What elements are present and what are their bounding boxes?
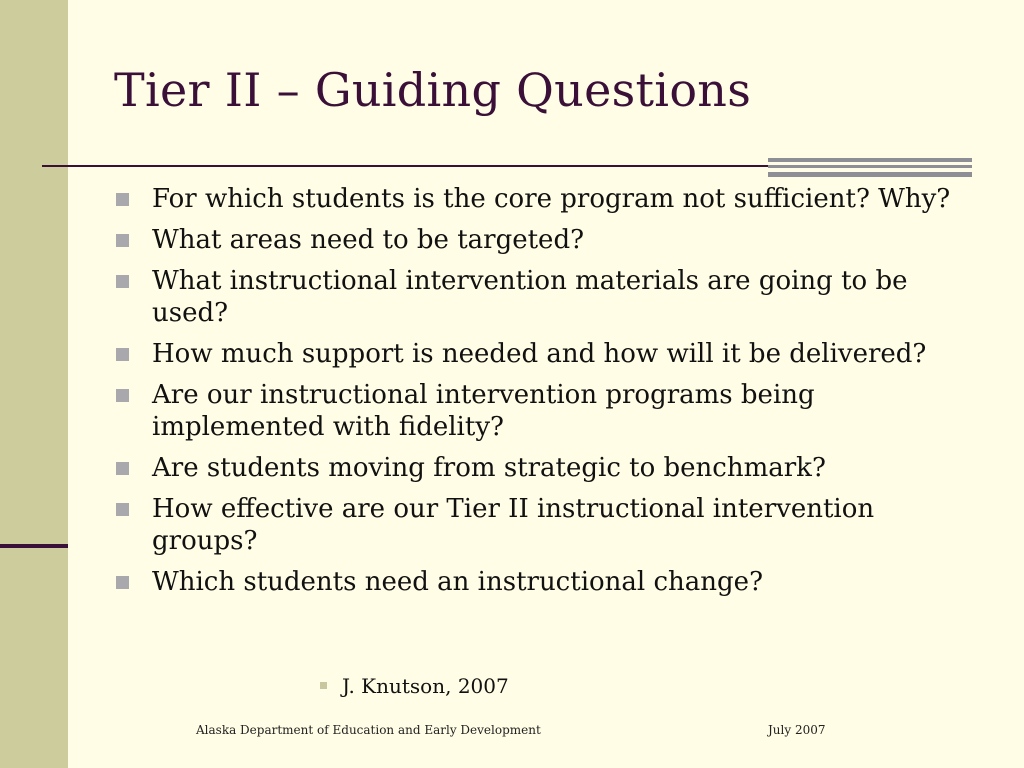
bullet-item bbox=[114, 452, 964, 484]
bullet-text: How effective are our Tier II instructional intervention groups? bbox=[152, 494, 875, 556]
bullet-text: Are our instructional intervention programs being implemented with fidelity? bbox=[152, 380, 815, 442]
bullet-text: For which students is the core program not sufficient? Why? bbox=[152, 184, 951, 214]
slide-title: Tier II – Guiding Questions bbox=[114, 63, 752, 117]
bullet-item bbox=[114, 379, 964, 443]
bullet-item bbox=[114, 265, 964, 329]
square-bullet-icon bbox=[116, 389, 129, 402]
bullet-item bbox=[114, 183, 964, 215]
bullet-item bbox=[114, 224, 964, 256]
citation-text: J. Knutson, 2007 bbox=[342, 674, 509, 698]
title-rule-accent bbox=[768, 158, 972, 178]
bullet-text: What areas need to be targeted? bbox=[152, 225, 585, 255]
bullet-item bbox=[114, 566, 964, 598]
footer-date: July 2007 bbox=[768, 723, 826, 737]
bullet-list bbox=[114, 183, 964, 607]
square-bullet-icon bbox=[116, 462, 129, 475]
square-bullet-icon bbox=[116, 576, 129, 589]
bullet-item bbox=[114, 338, 964, 370]
bullet-item bbox=[114, 493, 964, 557]
bullet-text: What instructional intervention materials are going to be used? bbox=[152, 266, 908, 328]
side-band bbox=[0, 0, 68, 768]
small-square-bullet-icon bbox=[320, 682, 327, 689]
bullet-text: How much support is needed and how will it be delivered? bbox=[152, 339, 927, 369]
citation-sub-bullet bbox=[320, 674, 509, 698]
side-accent-line bbox=[0, 544, 68, 548]
bullet-text: Which students need an instructional change? bbox=[152, 567, 764, 597]
square-bullet-icon bbox=[116, 348, 129, 361]
square-bullet-icon bbox=[116, 503, 129, 516]
square-bullet-icon bbox=[116, 193, 129, 206]
square-bullet-icon bbox=[116, 234, 129, 247]
square-bullet-icon bbox=[116, 275, 129, 288]
footer-organization: Alaska Department of Education and Early Development bbox=[196, 723, 541, 737]
bullet-text: Are students moving from strategic to benchmark? bbox=[152, 453, 826, 483]
